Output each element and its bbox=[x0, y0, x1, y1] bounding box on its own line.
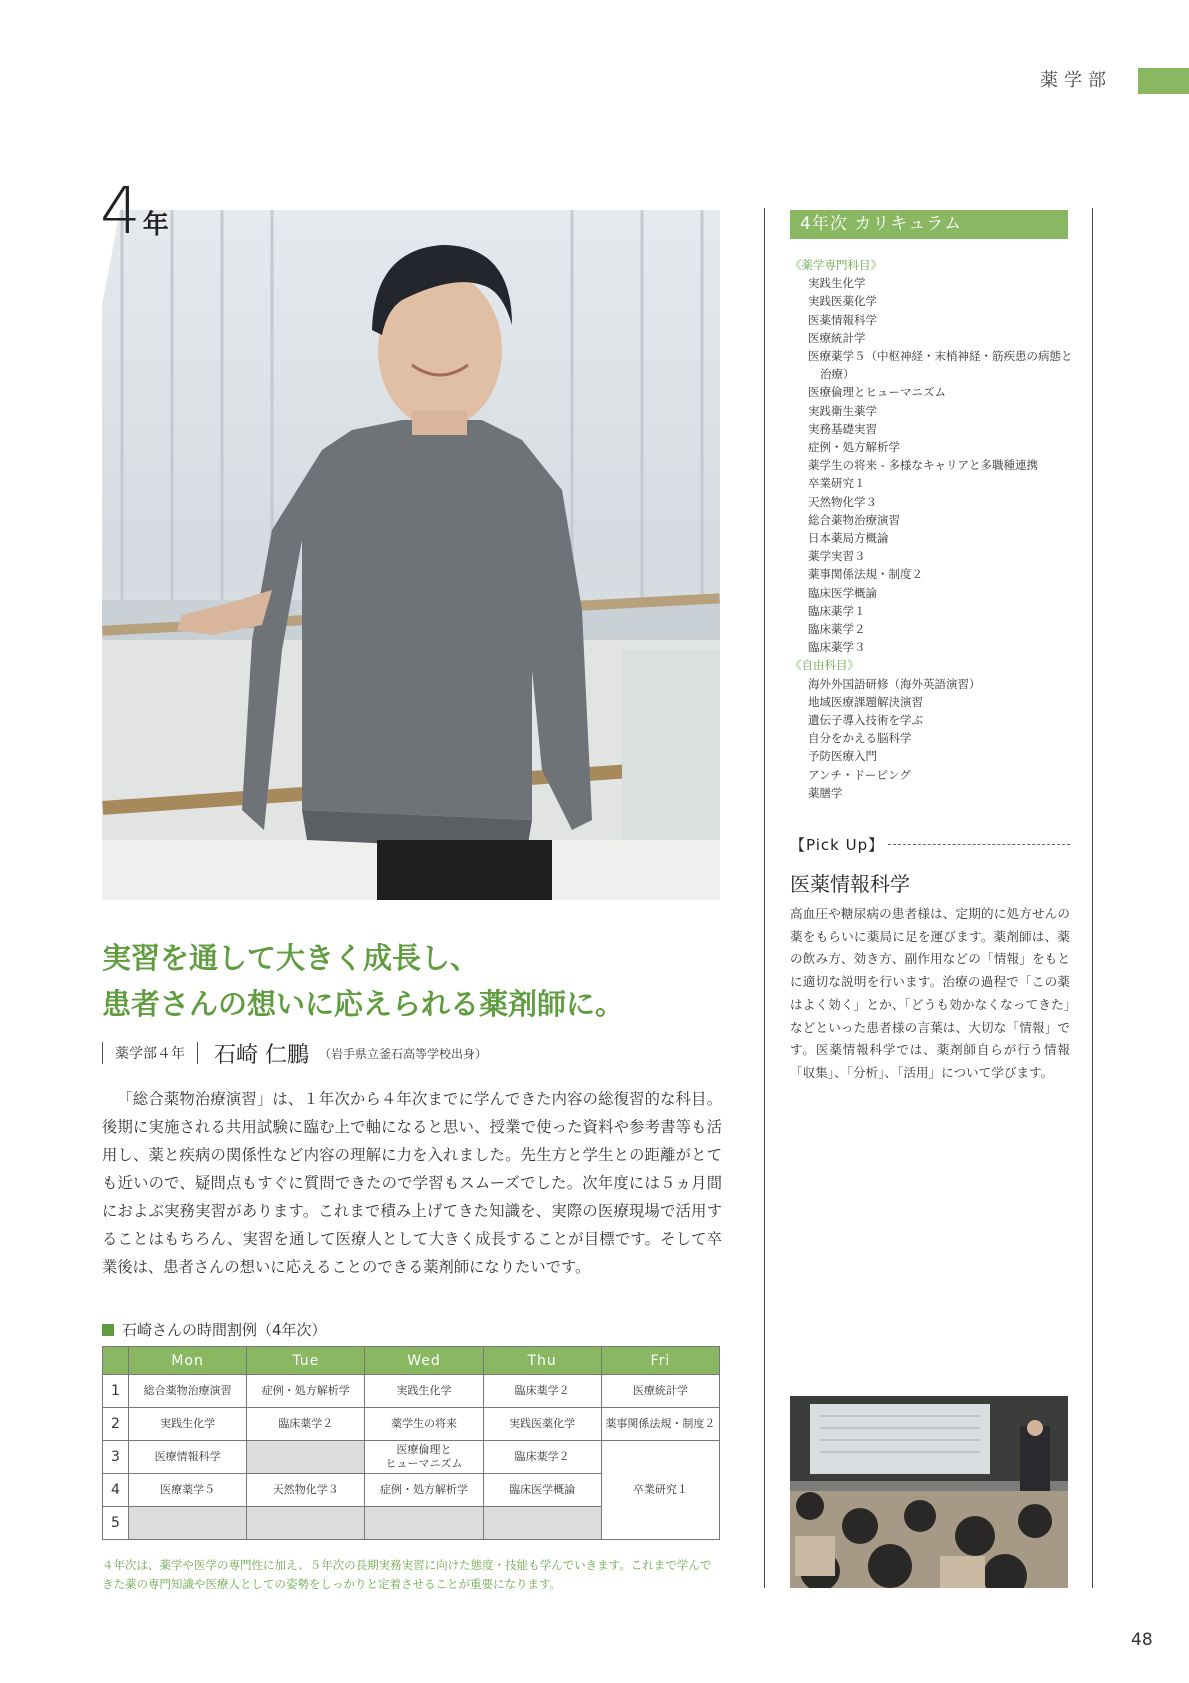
curriculum-item: 日本薬局方概論 bbox=[808, 531, 889, 546]
curriculum-item: 薬事関係法規・制度２ bbox=[808, 567, 923, 582]
table-cell: 薬事関係法規・制度２ bbox=[601, 1408, 719, 1441]
curriculum-item: 薬学実習３ bbox=[808, 549, 866, 564]
period-number: 4 bbox=[103, 1474, 129, 1507]
curriculum-item: 薬学生の将来 - 多様なキャリアと多職種連携 bbox=[808, 458, 1038, 473]
curriculum-item: 医療薬学５（中枢神経・末梢神経・筋疾患の病態と bbox=[808, 349, 1073, 364]
page-number: 48 bbox=[1131, 1630, 1153, 1650]
curriculum-item: 予防医療入門 bbox=[808, 749, 877, 764]
curriculum-item: 医薬情報科学 bbox=[808, 312, 877, 327]
table-cell: 医療薬学５ bbox=[129, 1474, 247, 1507]
table-cell-empty bbox=[365, 1507, 483, 1540]
day-header: Wed bbox=[365, 1347, 483, 1375]
curriculum-item: 実務基礎実習 bbox=[808, 421, 877, 436]
curriculum-item: 実践生化学 bbox=[808, 276, 866, 291]
table-cell: 症例・処方解析学 bbox=[365, 1474, 483, 1507]
department-label: 薬学部 bbox=[1040, 70, 1112, 91]
curriculum-item-continued: 治療） bbox=[820, 367, 855, 382]
curriculum-item: 医療統計学 bbox=[808, 330, 866, 345]
dashed-line bbox=[888, 844, 1070, 845]
table-cell: 臨床医学概論 bbox=[483, 1474, 601, 1507]
timetable-corner bbox=[103, 1347, 129, 1375]
table-cell: 医療統計学 bbox=[601, 1375, 719, 1408]
student-department: 薬学部４年 bbox=[115, 1046, 185, 1062]
period-number: 5 bbox=[103, 1507, 129, 1540]
curriculum-category: 《薬学専門科目》 bbox=[790, 258, 882, 272]
year-heading bbox=[100, 175, 169, 249]
student-photo bbox=[102, 210, 720, 900]
curriculum-list bbox=[790, 256, 1080, 802]
period-number: 1 bbox=[103, 1375, 129, 1408]
table-cell: 臨床薬学２ bbox=[247, 1408, 365, 1441]
divider bbox=[197, 1042, 198, 1064]
column-divider bbox=[1092, 208, 1093, 1588]
curriculum-item: 海外外国語研修（海外英語演習） bbox=[808, 676, 981, 691]
column-divider bbox=[764, 208, 765, 1588]
timetable-header-row bbox=[103, 1347, 720, 1375]
curriculum-item: 卒業研究１ bbox=[808, 476, 866, 491]
period-number: 3 bbox=[103, 1441, 129, 1474]
curriculum-item: アンチ・ドーピング bbox=[808, 767, 911, 782]
curriculum-item: 天然物化学３ bbox=[808, 494, 877, 509]
day-header: Fri bbox=[601, 1347, 719, 1375]
headline-line-2: 患者さんの想いに応えられる薬剤師に。 bbox=[102, 987, 625, 1021]
table-row bbox=[103, 1441, 720, 1474]
pickup-title: 医薬情報科学 bbox=[790, 872, 910, 896]
table-cell: 実践生化学 bbox=[129, 1408, 247, 1441]
table-cell: 症例・処方解析学 bbox=[247, 1375, 365, 1408]
timetable-note: ４年次は、薬学や医学の専門性に加え、５年次の長期実務実習に向けた態度・技能も学んでいきます。これまで学んできた薬の専門知識や医療人としての姿勢をしっかりと定着させることが重要になります。 bbox=[102, 1558, 712, 1591]
table-cell-empty bbox=[129, 1507, 247, 1540]
curriculum-item: 地域医療課題解決演習 bbox=[808, 694, 923, 709]
table-cell: 医療倫理と ヒューマニズム bbox=[365, 1441, 483, 1474]
table-cell: 卒業研究１ bbox=[601, 1441, 719, 1540]
curriculum-item: 臨床薬学１ bbox=[808, 603, 866, 618]
curriculum-item: 臨床薬学３ bbox=[808, 640, 866, 655]
timetable bbox=[102, 1346, 720, 1540]
table-cell-empty bbox=[247, 1441, 365, 1474]
curriculum-item: 実践衛生薬学 bbox=[808, 403, 877, 418]
timetable-title bbox=[102, 1319, 327, 1340]
divider bbox=[102, 1042, 103, 1064]
table-cell: 実践医薬化学 bbox=[483, 1408, 601, 1441]
timetable-title-text: 石崎さんの時間割例（4年次） bbox=[122, 1321, 327, 1339]
table-row bbox=[103, 1408, 720, 1441]
table-cell: 実践生化学 bbox=[365, 1375, 483, 1408]
headline bbox=[102, 935, 742, 1027]
curriculum-item: 実践医薬化学 bbox=[808, 294, 877, 309]
curriculum-item: 遺伝子導入技術を学ぶ bbox=[808, 713, 923, 728]
table-cell-empty bbox=[483, 1507, 601, 1540]
curriculum-item: 自分をかえる脳科学 bbox=[808, 731, 912, 746]
curriculum-item: 総合薬物治療演習 bbox=[808, 512, 900, 527]
period-number: 2 bbox=[103, 1408, 129, 1441]
interview-text: 「総合薬物治療演習」は、１年次から４年次までに学んできた内容の総復習的な科目。後期に実施される共用試験に臨む上で軸になると思い、授業で使った資料や参考書等も活用し、薬と疾病の関係性など内容の理解に力を入れました。先生方と学生との距離がとても近いので、疑問点もすぐに質問できたので学習もスムーズでした。次年度には５ヵ月間におよぶ実務実習があります。これまで積み上げてきた知識を、実際の医療現場で活用することはもちろん、実習を通して医療人として大きく成長することが目標です。そして卒業後は、患者さんの想いに応えることのできる薬剤師になりたいです。 bbox=[102, 1090, 722, 1276]
table-cell: 臨床薬学２ bbox=[483, 1375, 601, 1408]
curriculum-item: 薬膳学 bbox=[808, 785, 843, 800]
pickup-label: 【Pick Up】 bbox=[790, 836, 885, 854]
classroom-photo bbox=[790, 1396, 1068, 1588]
curriculum-item: 症例・処方解析学 bbox=[808, 440, 900, 455]
table-cell: 天然物化学３ bbox=[247, 1474, 365, 1507]
headline-line-1: 実習を通して大きく成長し、 bbox=[102, 941, 480, 975]
year-number: 4 bbox=[100, 175, 141, 249]
pickup-body: 高血圧や糖尿病の患者様は、定期的に処方せんの薬をもらいに薬局に足を運びます。薬剤師は、薬の飲み方、効き方、副作用などの「情報」をもとに適切な説明を行います。治療の過程で「この薬はよく効く」とか、「どうも効かなくなってきた」などといった患者様の言葉は、大切な「情報」です。医薬情報科学では、薬剤師自らが行う情報「収集」、「分析」、「活用」について学びます。 bbox=[790, 906, 1070, 1080]
pickup-label-row bbox=[790, 834, 1070, 855]
curriculum-item: 臨床医学概論 bbox=[808, 585, 877, 600]
student-school: （岩手県立釜石高等学校出身） bbox=[319, 1046, 488, 1061]
table-cell: 総合薬物治療演習 bbox=[129, 1375, 247, 1408]
year-unit: 年 bbox=[142, 210, 169, 240]
department-tab bbox=[1138, 68, 1189, 94]
curriculum-item: 臨床薬学２ bbox=[808, 622, 866, 637]
table-cell: 医療情報科学 bbox=[129, 1441, 247, 1474]
table-cell: 薬学生の将来 bbox=[365, 1408, 483, 1441]
day-header: Tue bbox=[247, 1347, 365, 1375]
curriculum-item: 医療倫理とヒューマニズム bbox=[808, 385, 946, 400]
student-name: 石崎 仁鵬 bbox=[214, 1042, 309, 1068]
day-header: Thu bbox=[483, 1347, 601, 1375]
curriculum-category: 《自由科目》 bbox=[790, 658, 859, 673]
curriculum-header: 4年次 カリキュラム bbox=[790, 210, 1068, 239]
day-header: Mon bbox=[129, 1347, 247, 1375]
table-row bbox=[103, 1375, 720, 1408]
table-cell-empty bbox=[247, 1507, 365, 1540]
table-cell: 臨床薬学２ bbox=[483, 1441, 601, 1474]
square-bullet-icon bbox=[102, 1324, 114, 1336]
student-info bbox=[102, 1040, 487, 1066]
